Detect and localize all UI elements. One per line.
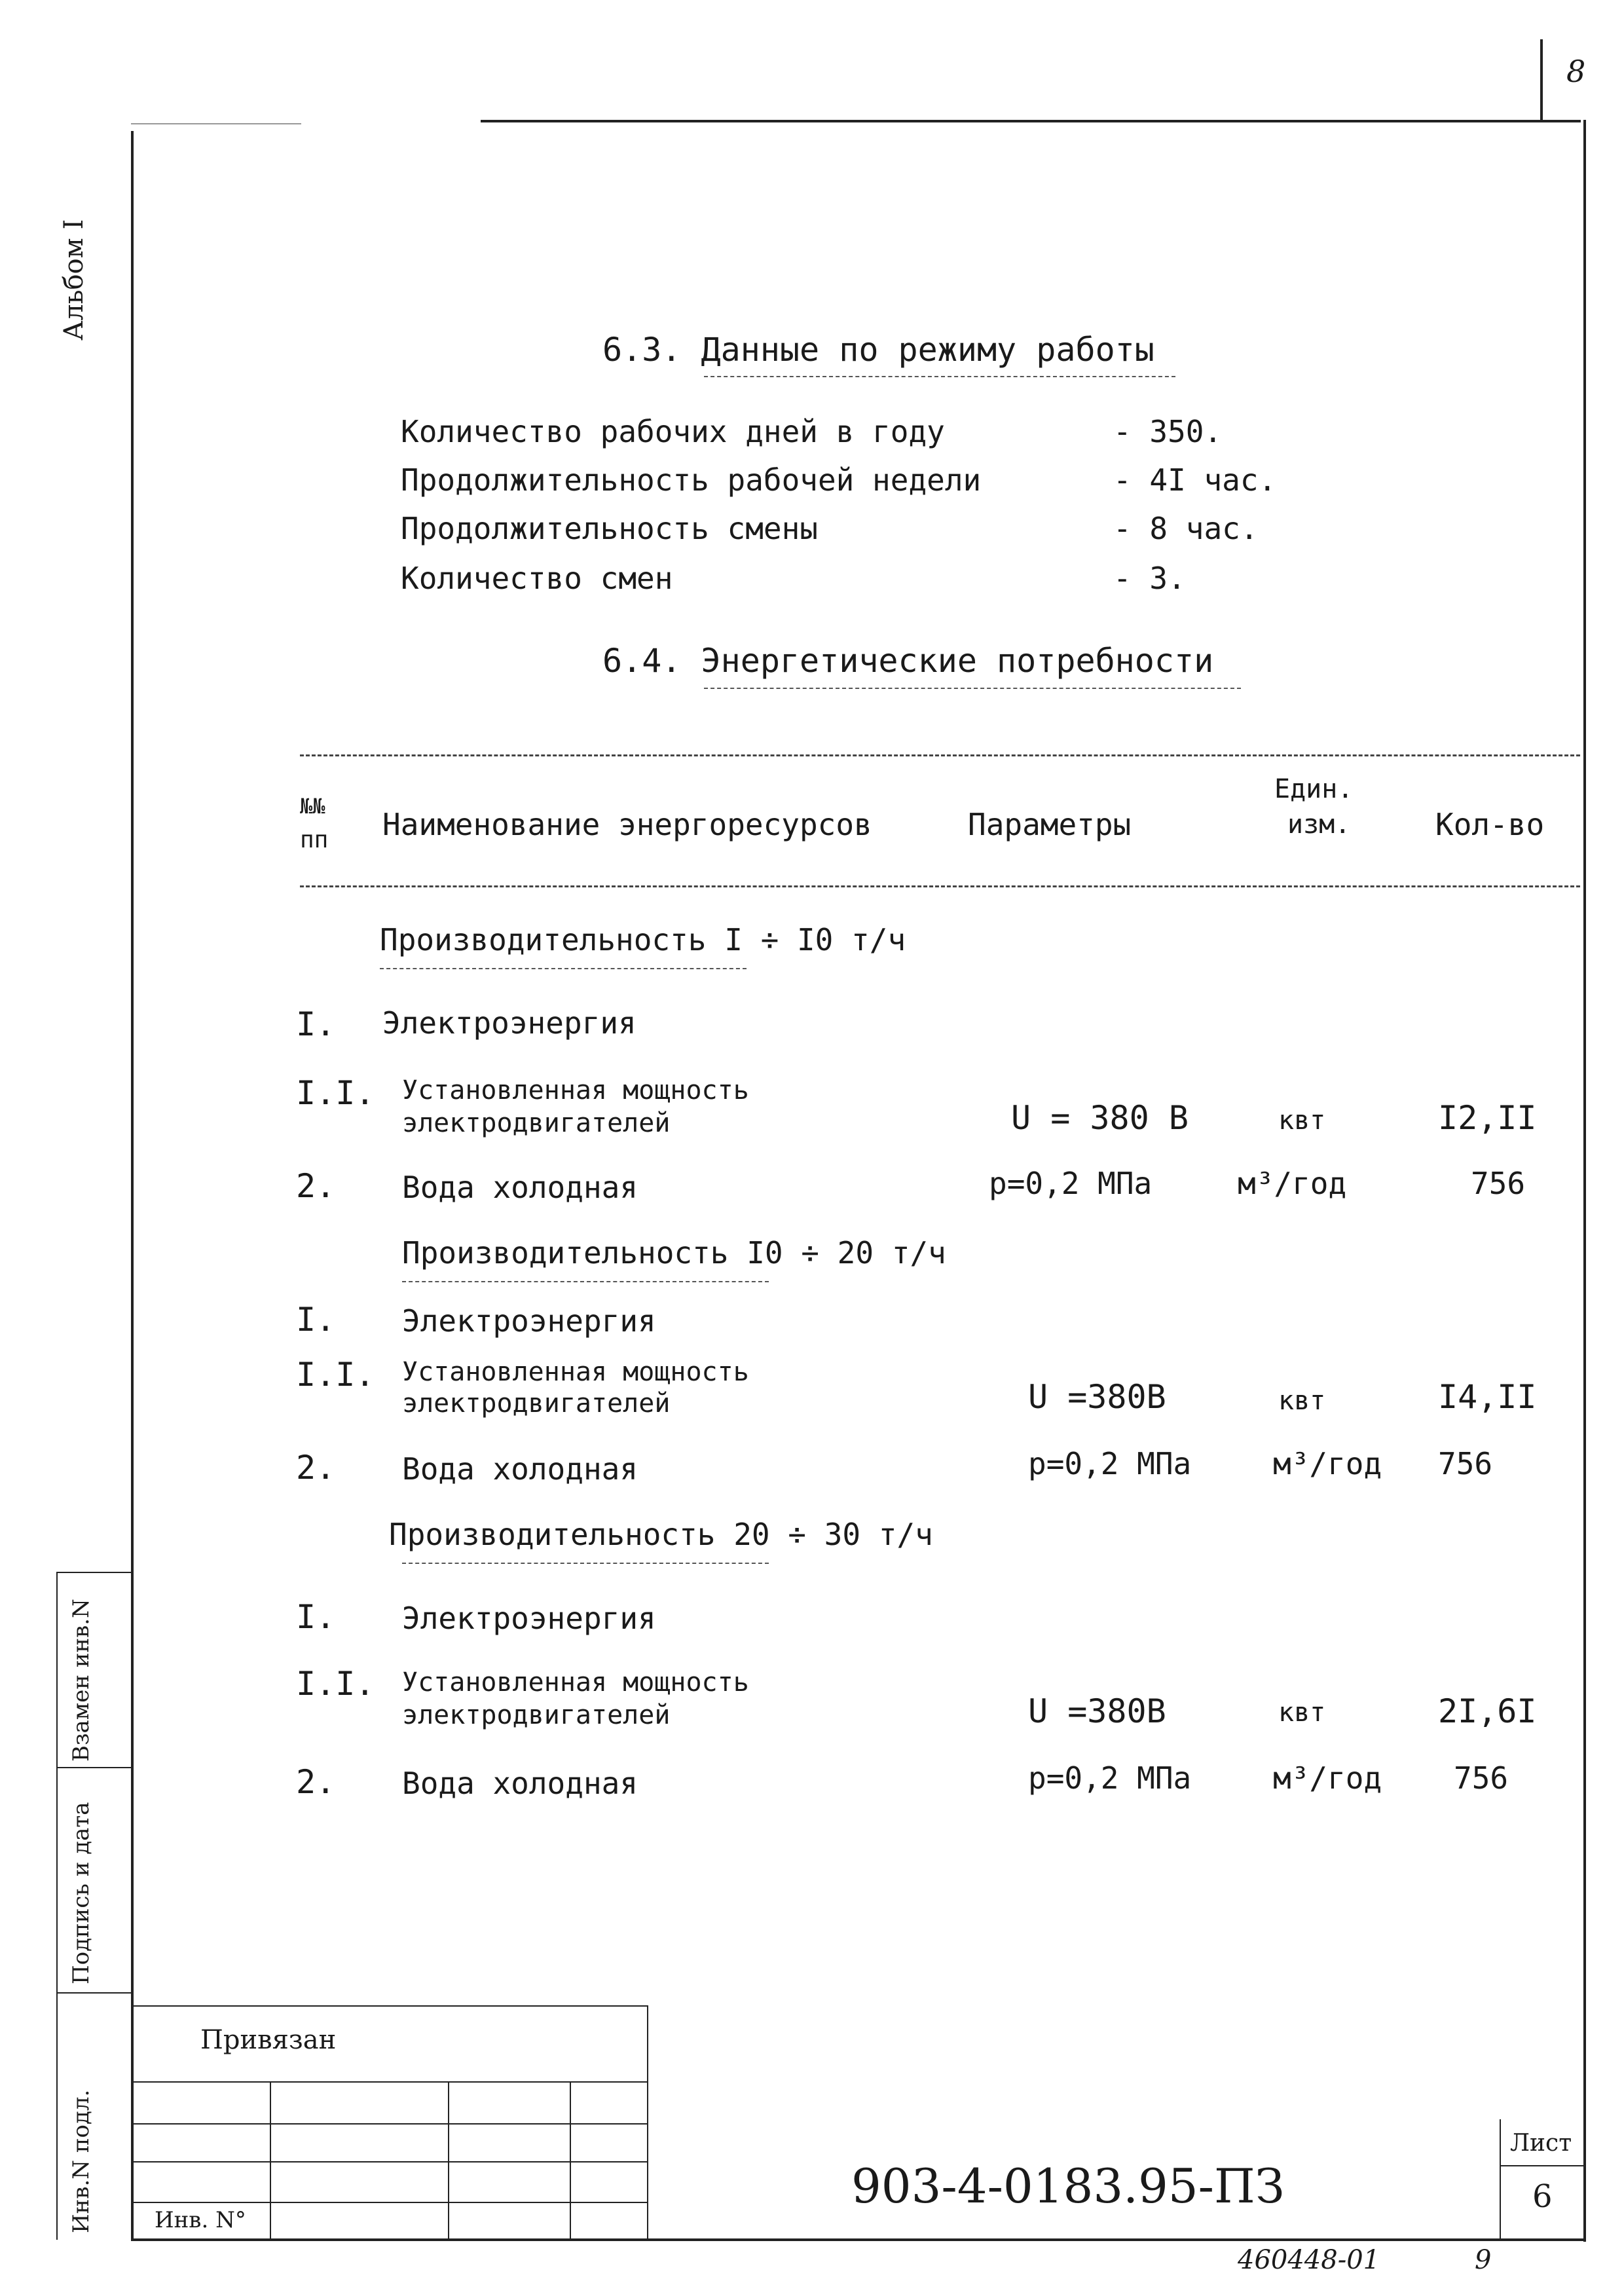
row-name: электродвигателей	[402, 1388, 671, 1419]
row-num: I.	[296, 1005, 336, 1043]
side-label-vzamen: Взамен инв.N	[68, 1599, 94, 1762]
row-name: Вода холодная	[402, 1766, 638, 1801]
header-unit-line1: Един.	[1274, 774, 1354, 804]
table-header-top-rule	[300, 754, 1580, 756]
section-6-3-underline	[704, 376, 1175, 377]
row-num: 2.	[296, 1449, 336, 1487]
row-name: Вода холодная	[402, 1451, 638, 1487]
row-name: электродвигателей	[402, 1700, 671, 1730]
stamp-grid-v3	[570, 2081, 571, 2240]
inv-no-label: Инв. N°	[155, 2207, 246, 2233]
stamp-top-line	[132, 2005, 648, 2007]
frame-top-line	[481, 120, 1581, 122]
group-title: Производительность 20 ÷ 30 т/ч	[389, 1517, 933, 1552]
work-mode-label: Количество рабочих дней в году	[401, 414, 945, 449]
row-qty: 756	[1454, 1760, 1509, 1796]
work-mode-value: - 4I час.	[1113, 462, 1277, 498]
side-label-podpis: Подпись и дата	[68, 1802, 94, 1984]
row-unit: квт	[1278, 1698, 1326, 1728]
row-num: 2.	[296, 1763, 336, 1801]
row-qty: I4,II	[1438, 1378, 1537, 1416]
row-unit: квт	[1278, 1105, 1326, 1136]
row-qty: I2,II	[1438, 1099, 1537, 1137]
frame-top-left-faint	[131, 123, 301, 124]
list-label: Лист	[1510, 2130, 1572, 2157]
row-name: Установленная мощность	[402, 1667, 749, 1698]
row-unit: м³/год	[1238, 1166, 1347, 1201]
list-number: 6	[1532, 2178, 1553, 2215]
margin-strip-div-3	[56, 1992, 132, 1994]
row-num: I.I.	[296, 1074, 375, 1112]
table-header-bottom-rule	[300, 885, 1580, 887]
group-title-underline	[402, 1281, 769, 1282]
album-label: Альбом I	[59, 219, 89, 341]
work-mode-value: - 8 час.	[1113, 511, 1259, 546]
work-mode-value: - 3.	[1113, 561, 1186, 596]
frame-left-line	[131, 131, 134, 2240]
row-param: р=0,2 МПа	[989, 1166, 1153, 1201]
row-name: Установленная мощность	[402, 1075, 749, 1105]
frame-bottom-line	[131, 2238, 1586, 2241]
row-name: Электроэнергия	[402, 1303, 656, 1339]
work-mode-label: Продолжительность рабочей недели	[401, 462, 982, 498]
handwritten-page-number: 9	[1475, 2245, 1492, 2275]
row-name: Электроэнергия	[402, 1601, 656, 1636]
group-title: Производительность I0 ÷ 20 т/ч	[402, 1235, 946, 1271]
side-label-inv-podl: Инв.N подл.	[68, 2089, 94, 2233]
row-param: U = 380 В	[1011, 1099, 1189, 1137]
row-num: I.I.	[296, 1356, 375, 1394]
header-num-line1: №№	[300, 794, 325, 819]
margin-strip-line	[56, 1572, 58, 2240]
row-unit: квт	[1278, 1386, 1326, 1416]
row-num: I.	[296, 1301, 336, 1339]
stamp-right-line	[647, 2005, 648, 2240]
section-6-4-title: 6.4. Энергетические потребности	[602, 642, 1214, 680]
group-title-underline	[402, 1563, 769, 1564]
row-qty: 756	[1438, 1446, 1493, 1481]
list-box-mid	[1500, 2165, 1585, 2166]
stamp-grid-v1	[270, 2081, 271, 2240]
document-code: 903-4-0183.95-ПЗ	[851, 2159, 1285, 2214]
work-mode-label: Продолжительность смены	[401, 511, 818, 546]
group-title: Производительность I ÷ I0 т/ч	[380, 922, 906, 957]
header-params: Параметры	[968, 807, 1132, 842]
frame-right-line	[1583, 120, 1586, 2242]
row-num: 2.	[296, 1167, 336, 1205]
margin-strip-div-2	[56, 1767, 132, 1768]
row-param: р=0,2 МПа	[1028, 1760, 1192, 1796]
row-param: U =380В	[1028, 1378, 1166, 1416]
corner-box-left	[1540, 39, 1543, 121]
margin-strip-div-1	[56, 1572, 132, 1573]
row-param: U =380В	[1028, 1692, 1166, 1730]
section-6-4-underline	[704, 688, 1241, 689]
work-mode-value: - 350.	[1113, 414, 1223, 449]
header-num-line2: пп	[300, 826, 329, 853]
privyazan-label: Привязан	[200, 2025, 337, 2055]
row-qty: 2I,6I	[1438, 1692, 1537, 1730]
row-name: Электроэнергия	[382, 1005, 637, 1041]
row-unit: м³/год	[1273, 1760, 1382, 1796]
row-unit: м³/год	[1273, 1446, 1382, 1481]
row-name: Вода холодная	[402, 1170, 638, 1205]
sheet-corner-number: 8	[1566, 54, 1586, 89]
row-qty: 756	[1471, 1166, 1526, 1201]
work-mode-label: Количество смен	[401, 561, 673, 596]
row-num: I.	[296, 1598, 336, 1636]
row-name: Установленная мощность	[402, 1357, 749, 1387]
section-6-3-title: 6.3. Данные по режиму работы	[602, 331, 1154, 369]
header-name: Наименование энергоресурсов	[382, 807, 872, 842]
group-title-underline	[380, 968, 747, 969]
header-unit-line2: изм.	[1287, 809, 1351, 840]
stamp-grid-v2	[448, 2081, 449, 2240]
row-name: электродвигателей	[402, 1108, 671, 1138]
list-box-left	[1500, 2119, 1501, 2240]
handwritten-archive-number: 460448-01	[1238, 2245, 1380, 2275]
row-param: р=0,2 МПа	[1028, 1446, 1192, 1481]
row-num: I.I.	[296, 1665, 375, 1703]
header-qty: Кол-во	[1435, 807, 1545, 842]
